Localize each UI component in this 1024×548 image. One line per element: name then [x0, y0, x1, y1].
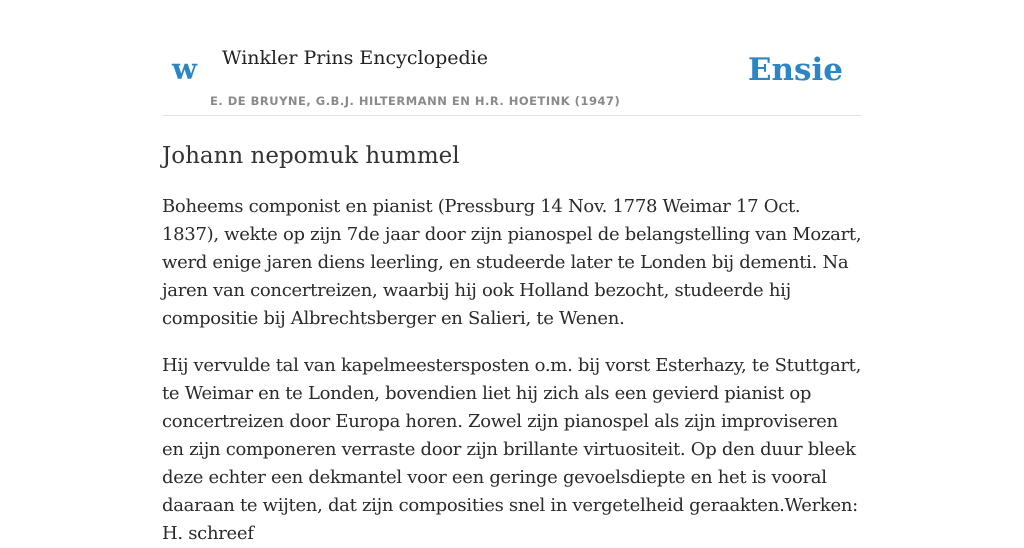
source-authors: E. DE BRUYNE, G.B.J. HILTERMANN EN H.R. HOETINK (1947) [210, 94, 621, 108]
article-title: Johann nepomuk hummel [162, 143, 460, 169]
article-paragraph: Boheems componist en pianist (Pressburg 14 Nov. 1778 Weimar 17 Oct. 1837), wekte op zijn 7de jaar door zijn pianospel de belangstelling van Mozart, werd enige jaren diens leerling, en studeerde later te Londen bij dementi. Na jaren van concertreizen, waarbij hij ook Holland bezocht, studeerde hij compositie bij Albrechtsberger en Salieri, te Wenen. [162, 196, 862, 329]
source-logo[interactable]: w [172, 52, 197, 86]
brand-logo[interactable]: Ensie [747, 52, 843, 88]
source-title[interactable]: Winkler Prins Encyclopedie [222, 47, 488, 69]
article-container [162, 0, 862, 548]
source-header [162, 0, 862, 116]
article-paragraph: Hij vervulde tal van kapelmeestersposten o.m. bij vorst Esterhazy, te Stuttgart, te Weimar en te Londen, bovendien liet hij zich als een gevierd pianist op concertreizen door Europa horen. Zowel zijn pianospel als zijn improviseren en zijn componeren verraste door zijn brillante virtuositeit. Op den duur bleek deze echter een dekmantel voor een geringe gevoelsdiepte en het is vooral daaraan te wijten, dat zijn composities snel in vergetelheid geraakten.Werken: H. schreef [162, 355, 862, 544]
